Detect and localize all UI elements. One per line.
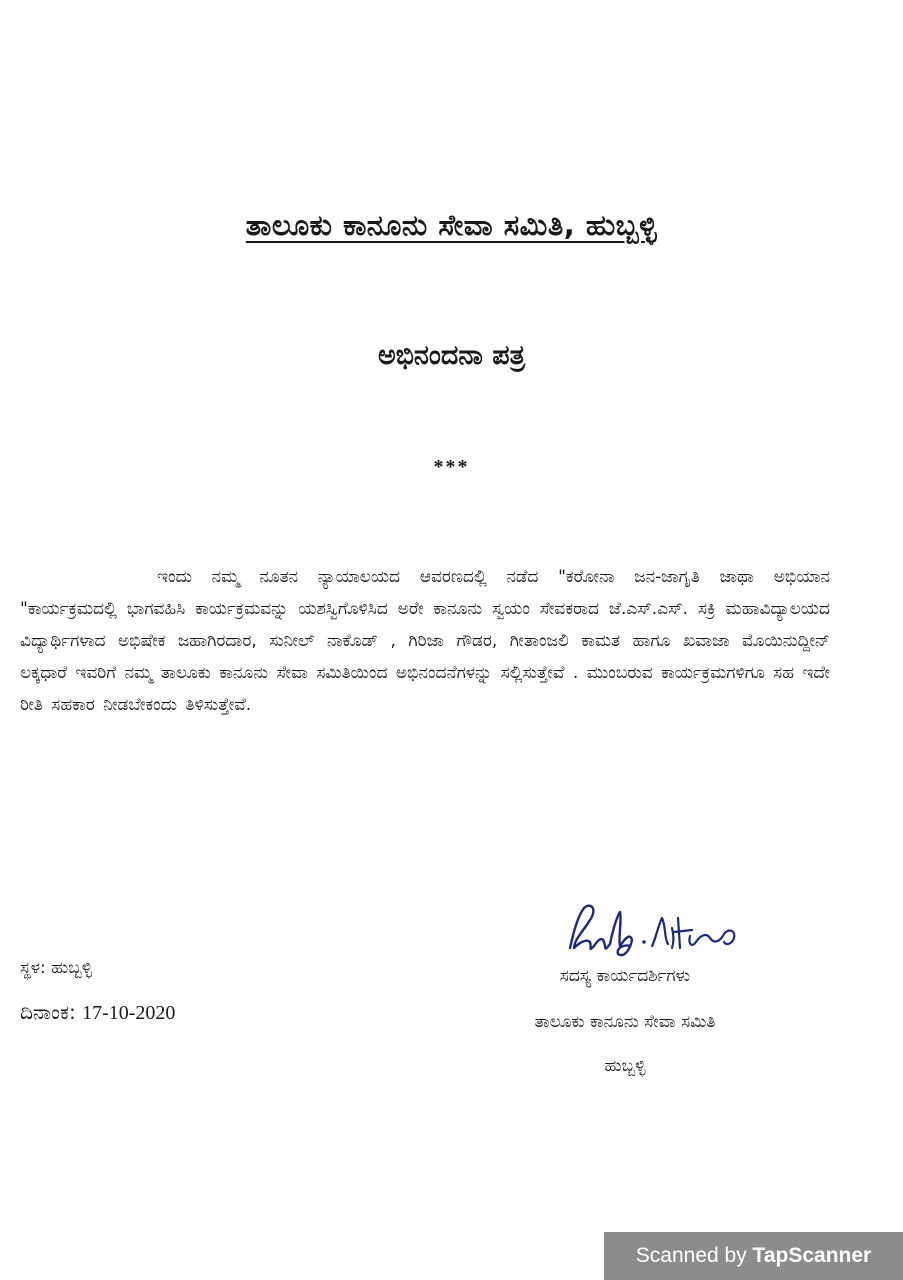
place-line [20, 958, 92, 978]
date-line [20, 1000, 175, 1025]
scanner-watermark [604, 1232, 903, 1280]
signatory-place: ಹುಬ್ಬಳ್ಳಿ [604, 1056, 646, 1076]
separator: *** [433, 456, 470, 478]
place-value: ಹುಬ್ಬಳ್ಳಿ [51, 958, 93, 978]
signature-dot [642, 940, 646, 944]
document-title: ಅಭಿನಂದನಾ ಪತ್ರ [377, 340, 526, 371]
signatory-designation: ಸದಸ್ಯ ಕಾರ್ಯದರ್ಶಿಗಳು [559, 966, 691, 986]
watermark-prefix: Scanned by [635, 1244, 747, 1267]
signatory-organization: ತಾಲೂಕು ಕಾನೂನು ಸೇವಾ ಸಮಿತಿ [534, 1012, 716, 1032]
organization-title-text: ತಾಲೂಕು ಕಾನೂನು ಸೇವಾ ಸಮಿತಿ, ಹುಬ್ಬಳ್ಳಿ [245, 208, 658, 242]
signature-stroke-2 [652, 918, 734, 948]
letter-body: ಇಂದು ನಮ್ಮ ನೂತನ ನ್ಯಾಯಾಲಯದ ಆವರಣದಲ್ಲಿ ನಡೆದ "ಕರೋನಾ ಜನ-ಜಾಗೃತಿ ಜಾಥಾ ಅಭಿಯಾನ "ಕಾರ್ಯಕ್ರಮದಲ್ಲಿ ಭಾಗವಹಿಸಿ ಕಾರ್ಯಕ್ರಮವನ್ನು ಯಶಸ್ವಿಗೊಳಿಸಿದ ಅರೇ ಕಾನೂನು ಸ್ವಯಂ ಸೇವಕರಾದ ಜೆ.ಎಸ್.ಎಸ್. ಸಕ್ರಿ ಮಹಾವಿದ್ಯಾಲಯದ ವಿದ್ಯಾರ್ಥಿಗಳಾದ ಅಭಿಷೇಕ ಜಹಾಗಿರದಾರ, ಸುನೀಲ್ ನಾಕೊಡ್ , ಗಿರಿಜಾ ಗೌಡರ, ಗೀತಾಂಜಲಿ ಕಾಮತ ಹಾಗೂ ಖವಾಜಾ ಮೊಯಿನುದ್ದೀನ್ ಲಕ್ಕಧಾರೆ ಇವರಿಗೆ ನಮ್ಮ ತಾಲೂಕು ಕಾನೂನು ಸೇವಾ ಸಮಿತಿಯಿಂದ ಅಭಿನಂದನೆಗಳನ್ನು ಸಲ್ಲಿಸುತ್ತೇವೆ . ಮುಂಬರುವ ಕಾರ್ಯಕ್ರಮಗಳಿಗೂ ಸಹ ಇದೇ ರೀತಿ ಸಹಕಾರ ನೀಡಬೇಕಂದು ತಿಳಿಸುತ್ತೇವೆ. [20, 567, 830, 715]
date-value: 17-10-2020 [82, 1002, 176, 1024]
handwritten-signature [560, 898, 760, 962]
place-label: ಸ್ಥಳ: [20, 958, 46, 978]
date-label: ದಿನಾಂಕ: [20, 1000, 76, 1024]
signature-stroke [570, 906, 632, 955]
organization-title [0, 208, 903, 243]
watermark-brand: TapScanner [752, 1244, 872, 1267]
